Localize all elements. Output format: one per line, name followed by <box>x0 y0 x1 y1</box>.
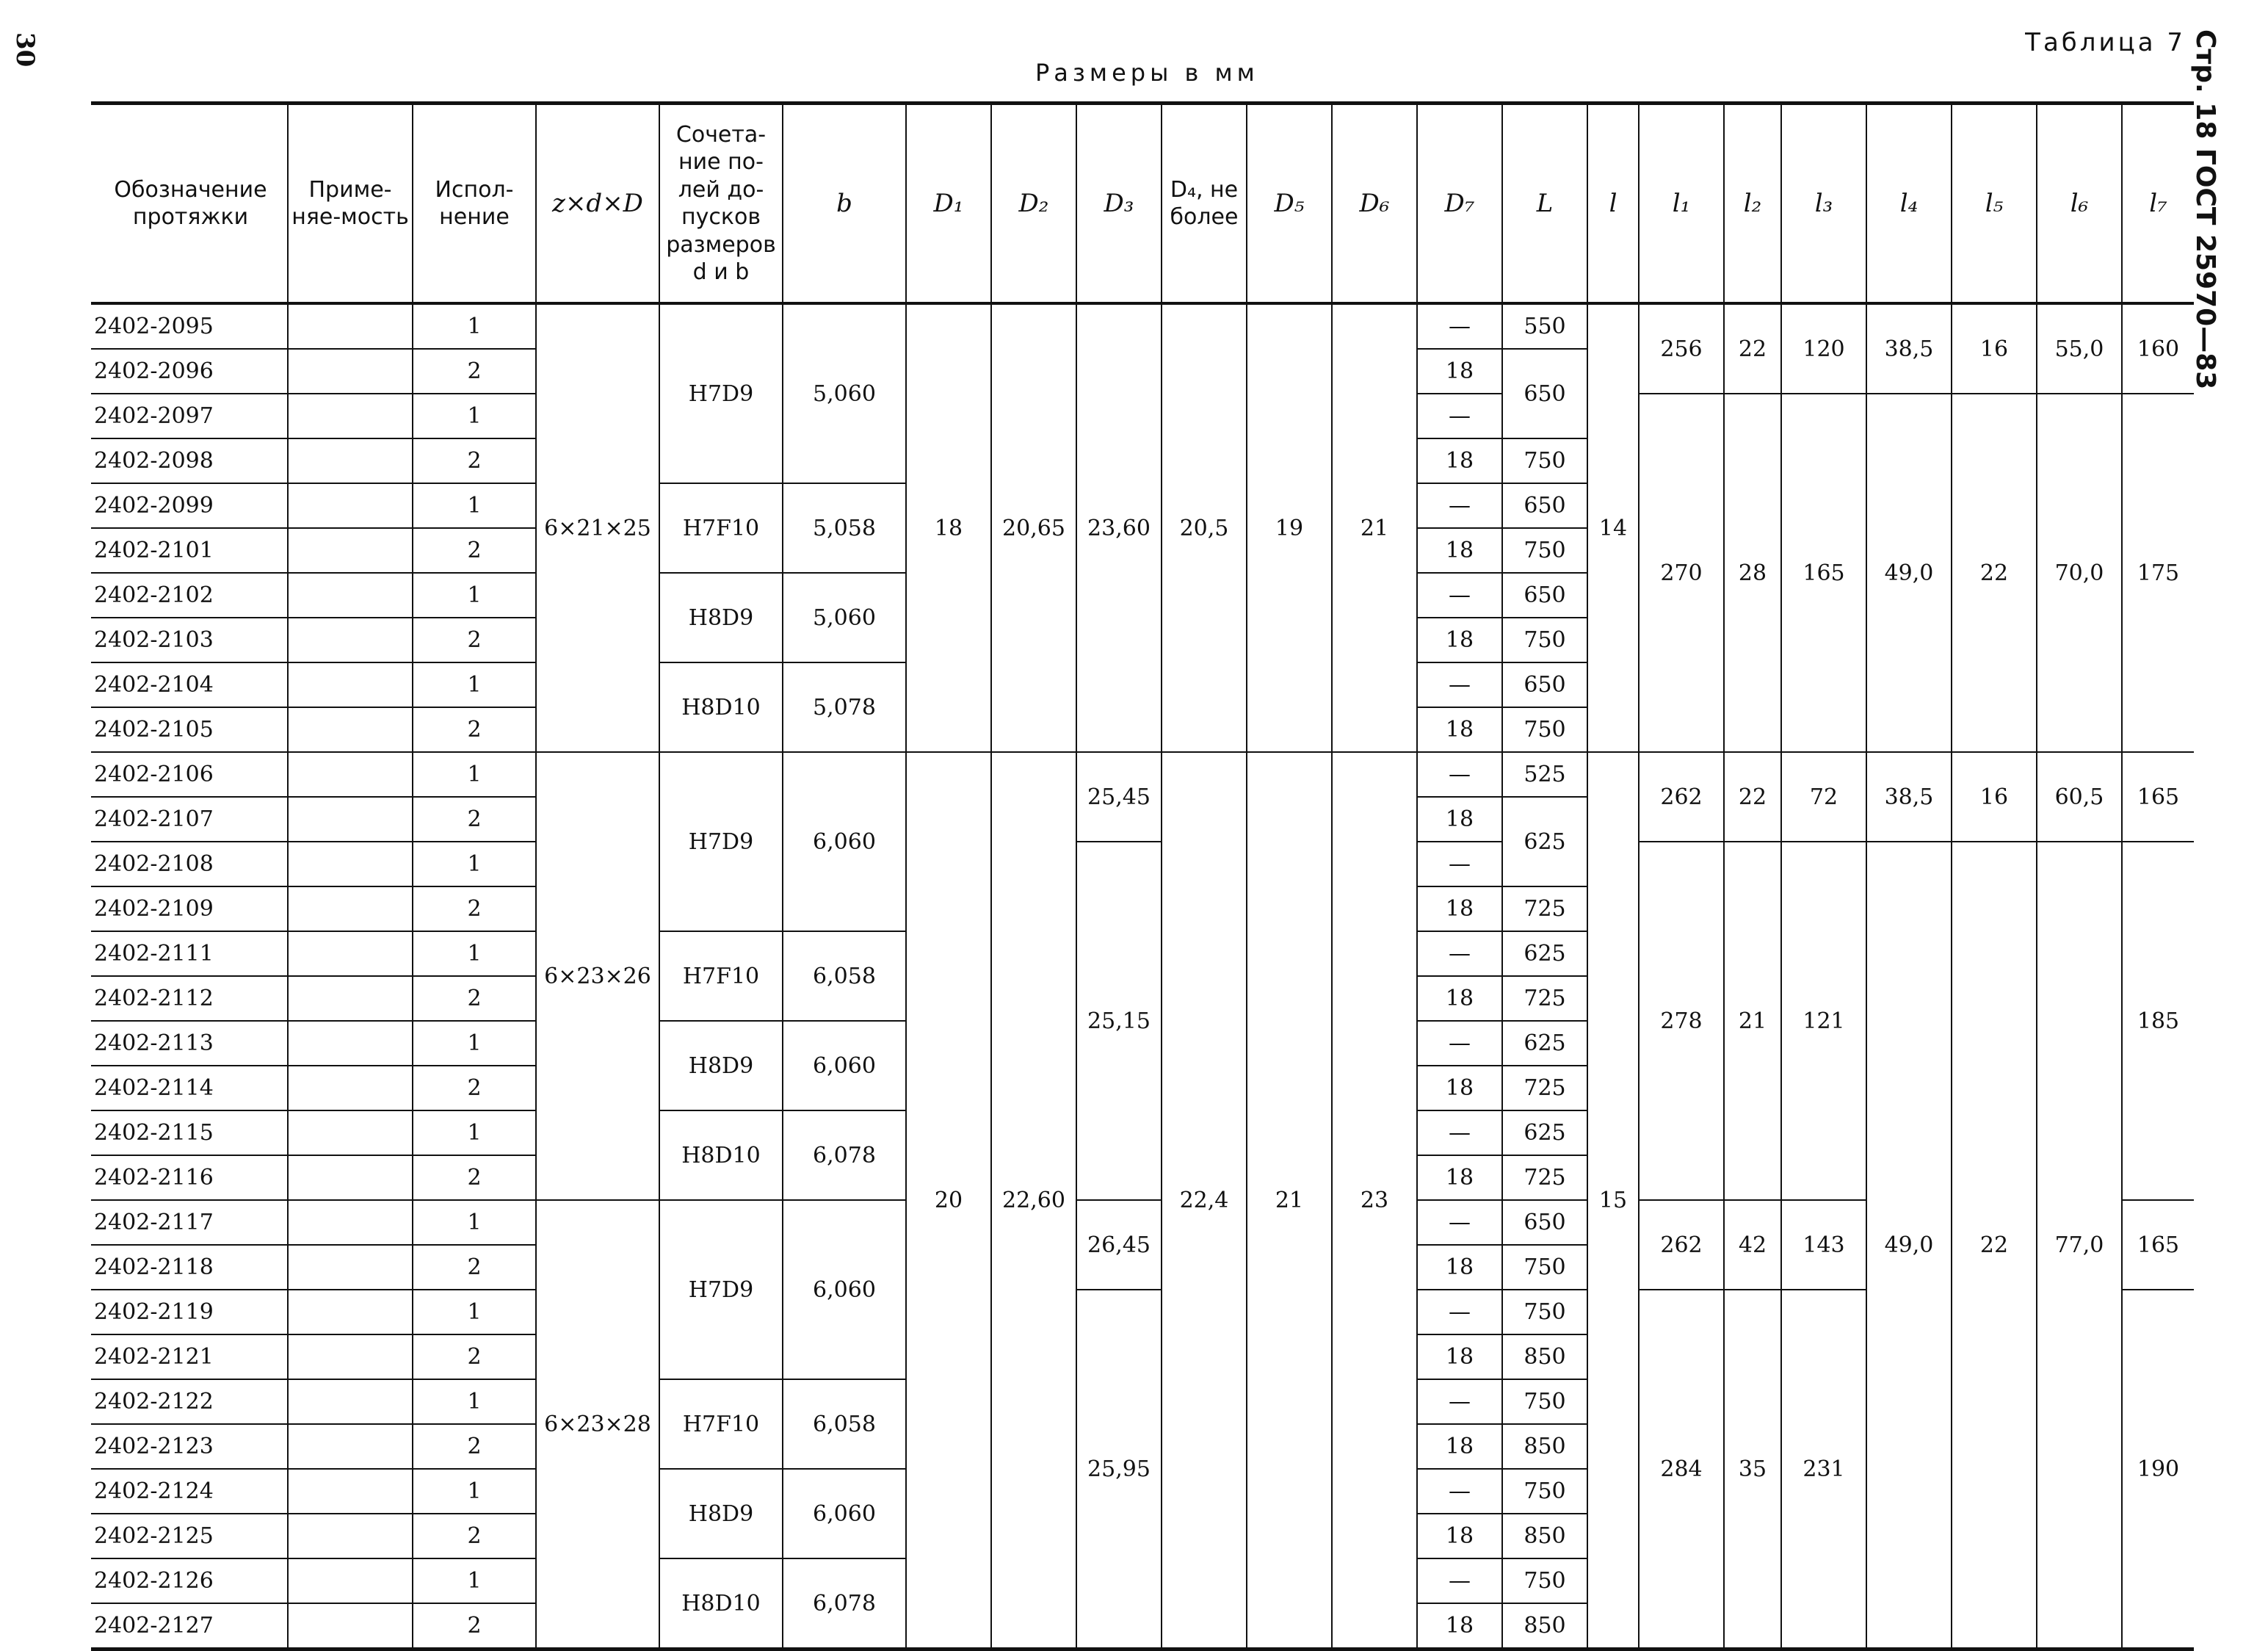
cell-tolerance: H7D9 <box>659 752 783 931</box>
cell-D7: 18 <box>1417 438 1502 483</box>
cell-D7: — <box>1417 752 1502 797</box>
cell-tolerance: H7F10 <box>659 931 783 1021</box>
cell-L: 650 <box>1502 662 1587 707</box>
cell-version: 2 <box>413 976 536 1021</box>
cell-designation: 2402-2096 <box>91 349 288 394</box>
cell-l7: 190 <box>2122 1290 2194 1650</box>
cell-L: 850 <box>1502 1424 1587 1469</box>
cell-designation: 2402-2127 <box>91 1603 288 1650</box>
cell-version: 1 <box>413 1290 536 1334</box>
cell-applicability <box>288 662 413 707</box>
cell-l5: 22 <box>1952 394 2037 752</box>
header-l4: l₄ <box>1866 104 1952 304</box>
cell-l2: 22 <box>1724 303 1781 394</box>
cell-applicability <box>288 1290 413 1334</box>
cell-applicability <box>288 797 413 842</box>
cell-D7: — <box>1417 1379 1502 1424</box>
header-version: Испол-нение <box>413 104 536 304</box>
cell-zdD: 6×23×26 <box>536 752 659 1200</box>
cell-l6: 60,5 <box>2037 752 2122 842</box>
table-row <box>91 842 2194 886</box>
cell-l4: 38,5 <box>1866 303 1952 394</box>
table-row <box>91 752 2194 797</box>
cell-applicability <box>288 573 413 618</box>
header-D3: D₃ <box>1076 104 1162 304</box>
cell-l4: 49,0 <box>1866 394 1952 752</box>
cell-D2: 20,65 <box>991 303 1076 752</box>
cell-b: 6,058 <box>783 931 906 1021</box>
cell-D3: 23,60 <box>1076 303 1162 752</box>
cell-D7: — <box>1417 1200 1502 1245</box>
cell-designation: 2402-2104 <box>91 662 288 707</box>
cell-tolerance: H8D9 <box>659 573 783 662</box>
cell-l6: 70,0 <box>2037 394 2122 752</box>
cell-D7: 18 <box>1417 1066 1502 1110</box>
cell-l4: 49,0 <box>1866 842 1952 1650</box>
cell-applicability <box>288 303 413 349</box>
cell-applicability <box>288 349 413 394</box>
cell-version: 2 <box>413 349 536 394</box>
cell-version: 1 <box>413 1021 536 1066</box>
cell-version: 1 <box>413 394 536 438</box>
side-header: Стр. 18 ГОСТ 25970—83 <box>2190 29 2220 390</box>
cell-version: 1 <box>413 1558 536 1603</box>
cell-D6: 21 <box>1332 303 1417 752</box>
cell-l4: 38,5 <box>1866 752 1952 842</box>
header-designation: Обозначение протяжки <box>91 104 288 304</box>
cell-applicability <box>288 1021 413 1066</box>
cell-applicability <box>288 394 413 438</box>
cell-D7: — <box>1417 303 1502 349</box>
cell-zdD: 6×23×28 <box>536 1200 659 1650</box>
cell-l1: 262 <box>1639 752 1724 842</box>
header-D5: D₅ <box>1247 104 1332 304</box>
cell-designation: 2402-2112 <box>91 976 288 1021</box>
cell-version: 1 <box>413 483 536 528</box>
cell-tolerance: H8D9 <box>659 1469 783 1558</box>
cell-L: 550 <box>1502 303 1587 349</box>
cell-D7: — <box>1417 1469 1502 1514</box>
cell-l3: 231 <box>1781 1290 1866 1650</box>
cell-designation: 2402-2124 <box>91 1469 288 1514</box>
cell-tolerance: H7D9 <box>659 1200 783 1379</box>
cell-version: 2 <box>413 528 536 573</box>
cell-version: 1 <box>413 1469 536 1514</box>
cell-version: 2 <box>413 1245 536 1290</box>
cell-L: 750 <box>1502 1558 1587 1603</box>
cell-l: 15 <box>1587 752 1639 1650</box>
cell-version: 1 <box>413 931 536 976</box>
cell-l5: 16 <box>1952 752 2037 842</box>
dimensions-table <box>91 101 2194 1651</box>
cell-designation: 2402-2123 <box>91 1424 288 1469</box>
cell-L: 625 <box>1502 797 1587 886</box>
cell-L: 850 <box>1502 1514 1587 1558</box>
cell-version: 1 <box>413 303 536 349</box>
cell-D7: — <box>1417 1290 1502 1334</box>
cell-D7: 18 <box>1417 976 1502 1021</box>
units-caption: Размеры в мм <box>1035 59 1259 87</box>
cell-l6: 55,0 <box>2037 303 2122 394</box>
cell-D3: 25,45 <box>1076 752 1162 842</box>
cell-L: 750 <box>1502 618 1587 662</box>
cell-L: 750 <box>1502 1245 1587 1290</box>
header-tolerance: Сочета-ние по-лей до-пусков размеров d и b <box>659 104 783 304</box>
cell-L: 725 <box>1502 1155 1587 1200</box>
cell-designation: 2402-2097 <box>91 394 288 438</box>
cell-tolerance: H8D10 <box>659 1110 783 1200</box>
cell-L: 650 <box>1502 483 1587 528</box>
cell-l3: 165 <box>1781 394 1866 752</box>
cell-L: 750 <box>1502 1290 1587 1334</box>
cell-tolerance: H7F10 <box>659 483 783 573</box>
header-l2: l₂ <box>1724 104 1781 304</box>
cell-l3: 121 <box>1781 842 1866 1200</box>
cell-designation: 2402-2099 <box>91 483 288 528</box>
cell-designation: 2402-2103 <box>91 618 288 662</box>
cell-l2: 28 <box>1724 394 1781 752</box>
header-l7: l₇ <box>2122 104 2194 304</box>
cell-tolerance: H7F10 <box>659 1379 783 1469</box>
cell-version: 2 <box>413 618 536 662</box>
cell-designation: 2402-2106 <box>91 752 288 797</box>
table-row <box>91 303 2194 349</box>
cell-version: 1 <box>413 842 536 886</box>
cell-l5: 16 <box>1952 303 2037 394</box>
cell-b: 6,060 <box>783 1021 906 1110</box>
cell-designation: 2402-2121 <box>91 1334 288 1379</box>
header-D4: D₄, не более <box>1162 104 1247 304</box>
cell-designation: 2402-2114 <box>91 1066 288 1110</box>
cell-applicability <box>288 931 413 976</box>
cell-l2: 22 <box>1724 752 1781 842</box>
cell-applicability <box>288 1245 413 1290</box>
cell-l1: 256 <box>1639 303 1724 394</box>
cell-l2: 21 <box>1724 842 1781 1200</box>
cell-applicability <box>288 1424 413 1469</box>
header-L: L <box>1502 104 1587 304</box>
cell-l3: 120 <box>1781 303 1866 394</box>
cell-L: 650 <box>1502 573 1587 618</box>
cell-D7: — <box>1417 662 1502 707</box>
cell-l7: 160 <box>2122 303 2194 394</box>
cell-D7: — <box>1417 394 1502 438</box>
cell-version: 2 <box>413 797 536 842</box>
cell-l7: 175 <box>2122 394 2194 752</box>
header-D2: D₂ <box>991 104 1076 304</box>
cell-D7: 18 <box>1417 1424 1502 1469</box>
cell-D6: 23 <box>1332 752 1417 1650</box>
cell-D7: — <box>1417 931 1502 976</box>
cell-applicability <box>288 707 413 752</box>
header-b: b <box>783 104 906 304</box>
cell-D5: 19 <box>1247 303 1332 752</box>
cell-L: 525 <box>1502 752 1587 797</box>
cell-D2: 22,60 <box>991 752 1076 1650</box>
cell-D3: 25,95 <box>1076 1290 1162 1650</box>
cell-applicability <box>288 842 413 886</box>
cell-version: 2 <box>413 1514 536 1558</box>
cell-version: 1 <box>413 573 536 618</box>
cell-L: 625 <box>1502 931 1587 976</box>
table-title: Таблица 7 <box>2025 28 2186 57</box>
cell-applicability <box>288 886 413 931</box>
cell-designation: 2402-2105 <box>91 707 288 752</box>
cell-version: 2 <box>413 886 536 931</box>
cell-version: 1 <box>413 752 536 797</box>
cell-D7: — <box>1417 842 1502 886</box>
cell-b: 5,058 <box>783 483 906 573</box>
cell-l3: 143 <box>1781 1200 1866 1290</box>
cell-D7: 18 <box>1417 1603 1502 1650</box>
cell-D7: 18 <box>1417 886 1502 931</box>
header-D6: D₆ <box>1332 104 1417 304</box>
cell-applicability <box>288 1379 413 1424</box>
cell-designation: 2402-2115 <box>91 1110 288 1155</box>
cell-applicability <box>288 1558 413 1603</box>
cell-D7: 18 <box>1417 1155 1502 1200</box>
cell-b: 6,078 <box>783 1558 906 1650</box>
cell-D3: 26,45 <box>1076 1200 1162 1290</box>
cell-b: 5,078 <box>783 662 906 752</box>
page-number: 30 <box>10 32 40 68</box>
cell-l1: 284 <box>1639 1290 1724 1650</box>
cell-designation: 2402-2116 <box>91 1155 288 1200</box>
header-l: l <box>1587 104 1639 304</box>
cell-l7: 165 <box>2122 1200 2194 1290</box>
cell-D1: 20 <box>906 752 991 1650</box>
cell-b: 5,060 <box>783 303 906 483</box>
cell-D4: 22,4 <box>1162 752 1247 1650</box>
cell-D1: 18 <box>906 303 991 752</box>
cell-version: 2 <box>413 707 536 752</box>
header-applicability: Приме-няе-мость <box>288 104 413 304</box>
cell-applicability <box>288 438 413 483</box>
cell-L: 725 <box>1502 886 1587 931</box>
cell-version: 2 <box>413 1603 536 1650</box>
cell-applicability <box>288 1155 413 1200</box>
cell-L: 750 <box>1502 438 1587 483</box>
cell-D7: 18 <box>1417 528 1502 573</box>
cell-applicability <box>288 1603 413 1650</box>
cell-l3: 72 <box>1781 752 1866 842</box>
cell-designation: 2402-2119 <box>91 1290 288 1334</box>
cell-applicability <box>288 976 413 1021</box>
cell-L: 650 <box>1502 349 1587 438</box>
cell-D7: 18 <box>1417 797 1502 842</box>
header-l6: l₆ <box>2037 104 2122 304</box>
cell-L: 625 <box>1502 1110 1587 1155</box>
cell-version: 2 <box>413 1066 536 1110</box>
cell-l6: 77,0 <box>2037 842 2122 1650</box>
header-D7: D₇ <box>1417 104 1502 304</box>
cell-designation: 2402-2108 <box>91 842 288 886</box>
cell-applicability <box>288 1066 413 1110</box>
cell-version: 1 <box>413 662 536 707</box>
cell-l1: 262 <box>1639 1200 1724 1290</box>
cell-L: 850 <box>1502 1603 1587 1650</box>
cell-designation: 2402-2126 <box>91 1558 288 1603</box>
cell-b: 6,058 <box>783 1379 906 1469</box>
cell-b: 6,078 <box>783 1110 906 1200</box>
cell-l2: 42 <box>1724 1200 1781 1290</box>
cell-designation: 2402-2125 <box>91 1514 288 1558</box>
cell-D3: 25,15 <box>1076 842 1162 1200</box>
cell-applicability <box>288 1469 413 1514</box>
header-D1: D₁ <box>906 104 991 304</box>
cell-applicability <box>288 1514 413 1558</box>
cell-designation: 2402-2101 <box>91 528 288 573</box>
cell-L: 750 <box>1502 707 1587 752</box>
cell-l1: 270 <box>1639 394 1724 752</box>
cell-applicability <box>288 752 413 797</box>
cell-designation: 2402-2117 <box>91 1200 288 1245</box>
cell-applicability <box>288 1200 413 1245</box>
cell-applicability <box>288 1334 413 1379</box>
cell-version: 2 <box>413 438 536 483</box>
cell-D5: 21 <box>1247 752 1332 1650</box>
cell-D7: 18 <box>1417 349 1502 394</box>
cell-D7: 18 <box>1417 707 1502 752</box>
cell-l: 14 <box>1587 303 1639 752</box>
cell-tolerance: H8D10 <box>659 1558 783 1650</box>
cell-designation: 2402-2098 <box>91 438 288 483</box>
cell-zdD: 6×21×25 <box>536 303 659 752</box>
header-l3: l₃ <box>1781 104 1866 304</box>
cell-b: 6,060 <box>783 1200 906 1379</box>
cell-designation: 2402-2111 <box>91 931 288 976</box>
cell-l1: 278 <box>1639 842 1724 1200</box>
cell-designation: 2402-2118 <box>91 1245 288 1290</box>
cell-designation: 2402-2102 <box>91 573 288 618</box>
cell-l7: 185 <box>2122 842 2194 1200</box>
cell-tolerance: H7D9 <box>659 303 783 483</box>
cell-applicability <box>288 1110 413 1155</box>
cell-applicability <box>288 618 413 662</box>
cell-L: 725 <box>1502 1066 1587 1110</box>
cell-version: 2 <box>413 1334 536 1379</box>
cell-D7: — <box>1417 1021 1502 1066</box>
header-l5: l₅ <box>1952 104 2037 304</box>
cell-D7: 18 <box>1417 618 1502 662</box>
cell-designation: 2402-2122 <box>91 1379 288 1424</box>
cell-D7: 18 <box>1417 1514 1502 1558</box>
cell-L: 625 <box>1502 1021 1587 1066</box>
cell-D7: 18 <box>1417 1334 1502 1379</box>
cell-version: 2 <box>413 1424 536 1469</box>
cell-version: 2 <box>413 1155 536 1200</box>
cell-D4: 20,5 <box>1162 303 1247 752</box>
header-l1: l₁ <box>1639 104 1724 304</box>
cell-b: 6,060 <box>783 752 906 931</box>
cell-D7: — <box>1417 1110 1502 1155</box>
header-zdD: z×d×D <box>536 104 659 304</box>
cell-applicability <box>288 528 413 573</box>
cell-version: 1 <box>413 1200 536 1245</box>
cell-l2: 35 <box>1724 1290 1781 1650</box>
cell-version: 1 <box>413 1110 536 1155</box>
cell-L: 650 <box>1502 1200 1587 1245</box>
cell-designation: 2402-2113 <box>91 1021 288 1066</box>
header-row <box>91 104 2194 304</box>
cell-D7: — <box>1417 483 1502 528</box>
cell-D7: 18 <box>1417 1245 1502 1290</box>
cell-L: 750 <box>1502 1379 1587 1424</box>
cell-designation: 2402-2107 <box>91 797 288 842</box>
cell-l5: 22 <box>1952 842 2037 1650</box>
cell-D7: — <box>1417 573 1502 618</box>
cell-designation: 2402-2109 <box>91 886 288 931</box>
cell-L: 750 <box>1502 1469 1587 1514</box>
cell-version: 1 <box>413 1379 536 1424</box>
cell-tolerance: H8D10 <box>659 662 783 752</box>
cell-applicability <box>288 483 413 528</box>
cell-D7: — <box>1417 1558 1502 1603</box>
cell-tolerance: H8D9 <box>659 1021 783 1110</box>
cell-L: 750 <box>1502 528 1587 573</box>
cell-designation: 2402-2095 <box>91 303 288 349</box>
cell-l7: 165 <box>2122 752 2194 842</box>
cell-L: 850 <box>1502 1334 1587 1379</box>
cell-b: 6,060 <box>783 1469 906 1558</box>
cell-b: 5,060 <box>783 573 906 662</box>
cell-L: 725 <box>1502 976 1587 1021</box>
